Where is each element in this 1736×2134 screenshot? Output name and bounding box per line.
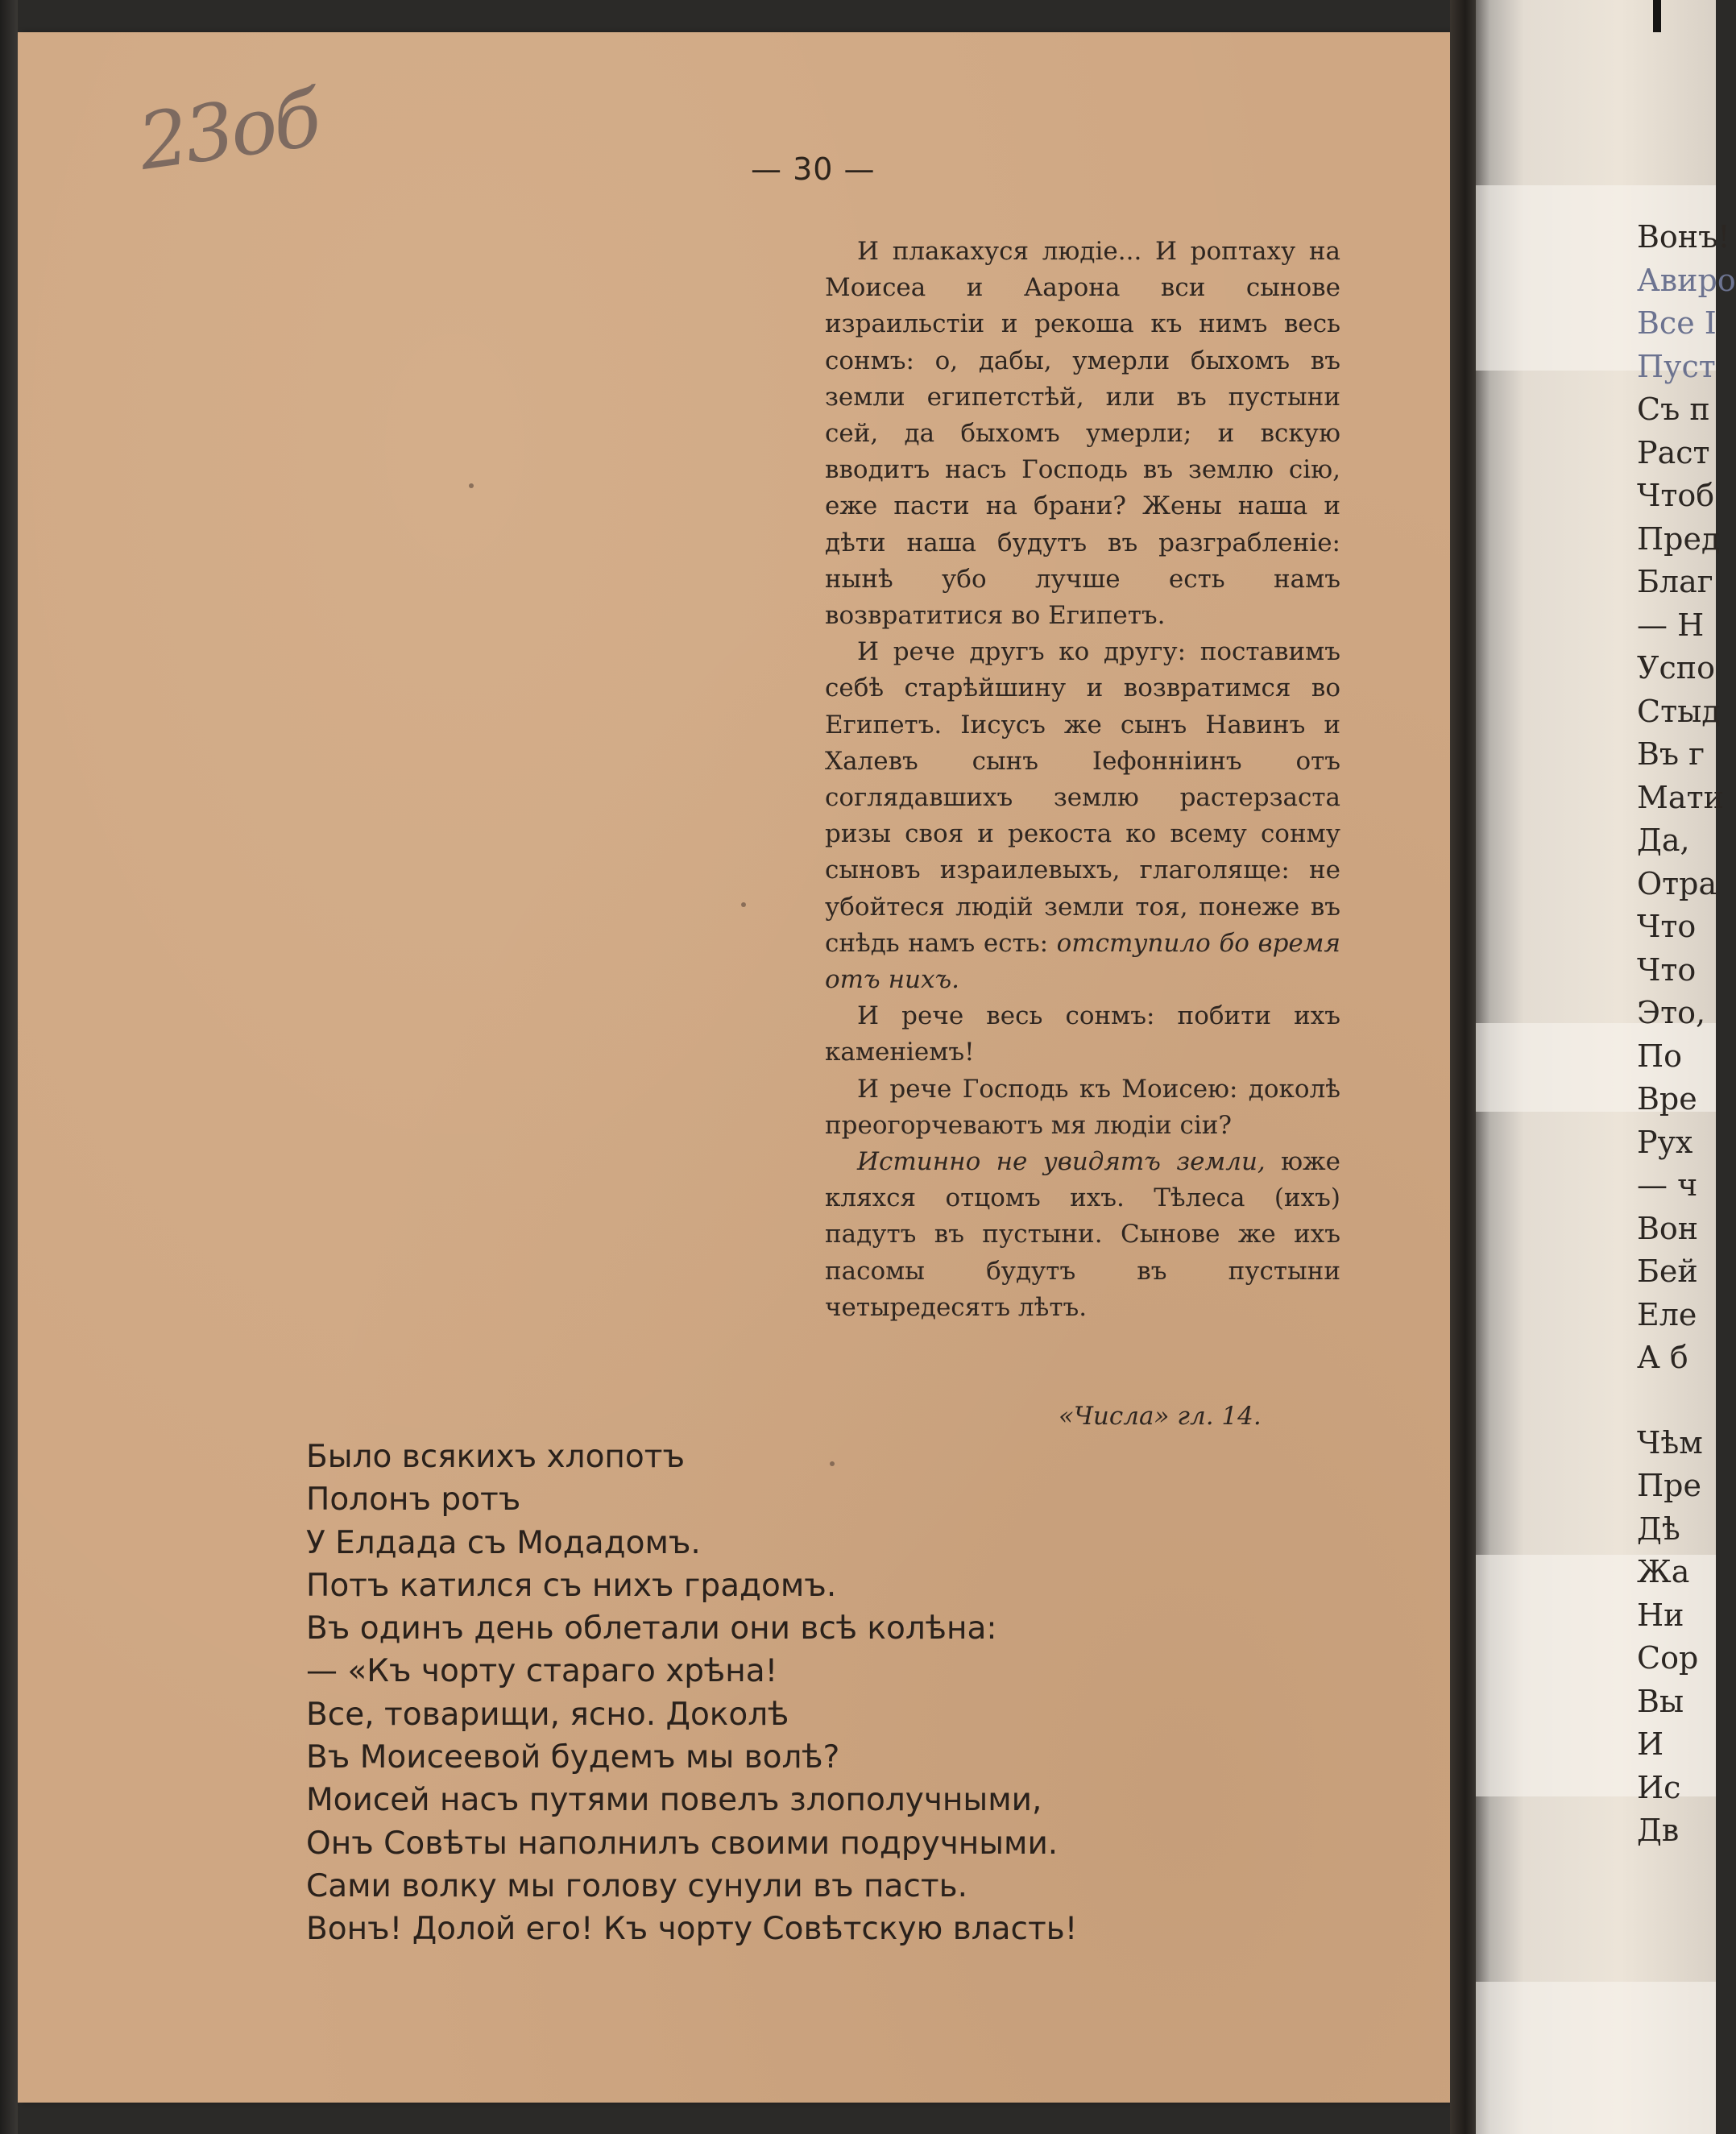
paper-speck [830, 1461, 835, 1466]
tape-strip [1476, 1982, 1716, 2134]
next-page-line: И [1637, 1726, 1664, 1762]
tape-strip [1476, 1555, 1716, 1796]
poem-line: У Елдада съ Модадомъ. [306, 1524, 701, 1561]
next-page-line: Стыд [1637, 693, 1721, 729]
epigraph-paragraph-5 [825, 1144, 1340, 1326]
epigraph-text: И плакахуся людіе... И роптаху на Моисеа и Аарона вси сынове израильстіи и рекоша къ нимъ весь сонмъ: о, дабы, умерли быхомъ въ земли египетстѣй, или въ пустыни сей, да быхомъ умерли; и вскую вводитъ насъ Господь въ землю сію, еже пасти на брани? Жены наша и дѣти наша будутъ въ разграбленіе: нынѣ убо лучше есть намъ возвратитися во Египетъ. [825, 237, 1340, 631]
epigraph-paragraph-4 [825, 1071, 1340, 1144]
epigraph-text: юже кляхся отцомъ ихъ. Тѣлеса (ихъ) падутъ въ пустыни. Сынове же ихъ пасомы будутъ въ пустыни четыредесятъ лѣтъ. [825, 1147, 1340, 1322]
next-page-line: По [1637, 1038, 1683, 1074]
paper-speck [741, 902, 746, 907]
next-page-line: Все І [1637, 305, 1717, 341]
next-page-line: Жа [1637, 1554, 1690, 1589]
paper-speck [469, 483, 474, 488]
epigraph-italic: Истинно не увидятъ земли, [857, 1147, 1266, 1177]
next-page-line: Ис [1637, 1769, 1681, 1805]
next-page-line: Пуст [1637, 348, 1716, 384]
page-gutter [1450, 0, 1477, 2134]
next-page-line: Что [1637, 951, 1697, 988]
next-page-line: Рух [1637, 1124, 1693, 1160]
next-page-line: Вон [1637, 1210, 1699, 1246]
next-page-line: — Н [1637, 607, 1705, 643]
next-page-line: Авиро [1637, 262, 1736, 298]
epigraph-text: И рече весь сонмъ: побити ихъ каменіемъ! [825, 1001, 1340, 1067]
epigraph [825, 234, 1340, 1431]
poem-line: — «Къ чорту стараго хрѣна! [306, 1653, 778, 1690]
poem-line: Онъ Совѣты наполнилъ своими подручными. [306, 1825, 1059, 1862]
next-page-line: Въ г [1637, 736, 1705, 772]
epigraph-text: И рече Господь къ Моисею: доколѣ преогорчеваютъ мя людіи сіи? [825, 1074, 1340, 1140]
next-page-line: Успо [1637, 650, 1715, 686]
poem-line: Въ Моисеевой будемъ мы волѣ? [306, 1739, 840, 1776]
poem-line: Потъ катился съ нихъ градомъ. [306, 1567, 837, 1604]
epigraph-italic: отступило бо время отъ нихъ. [825, 928, 1340, 995]
next-page-line: Пре [1637, 1468, 1701, 1503]
next-page-line: Пред [1637, 520, 1721, 557]
next-page-line: Вре [1637, 1081, 1697, 1117]
next-page-line: Съ п [1637, 392, 1710, 427]
poem [306, 1436, 1077, 1951]
next-page-line: Чѣм [1637, 1424, 1703, 1461]
next-page-line: Чтоб [1637, 478, 1715, 513]
poem-line: Все, товарищи, ясно. Доколѣ [306, 1696, 789, 1733]
next-page-line: Это, [1637, 995, 1706, 1030]
next-page-line: Бей [1637, 1253, 1698, 1289]
next-page-line: Вонъ! [1637, 219, 1730, 255]
next-page-line: Еле [1637, 1296, 1697, 1332]
next-page-line: Благ [1637, 564, 1713, 599]
poem-line: Полонъ ротъ [306, 1481, 521, 1519]
next-page-line: Ни [1637, 1597, 1684, 1633]
next-page-line: Дв [1637, 1813, 1680, 1848]
next-page-line: Да, [1637, 823, 1690, 858]
epigraph-paragraph-3 [825, 998, 1340, 1071]
epigraph-source: «Числа» гл. 14. [1059, 1402, 1262, 1431]
epigraph-paragraph-2 [825, 634, 1340, 998]
next-page-line: Вы [1637, 1683, 1684, 1719]
poem-line: Вонъ! Долой его! Къ чорту Совѣтскую власть! [306, 1911, 1078, 1948]
scan-frame-strip [1653, 0, 1661, 32]
epigraph-paragraph-1 [825, 234, 1340, 634]
document-page [18, 32, 1474, 2103]
poem-line: Сами волку мы голову сунули въ пасть. [306, 1867, 967, 1904]
next-page-line: Что [1637, 909, 1697, 944]
archive-number: 23об [133, 73, 324, 188]
poem-line: Моисей насъ путями повелъ злополучными, [306, 1782, 1042, 1819]
next-page-line: — ч [1637, 1167, 1698, 1203]
next-page-line: Мати [1637, 779, 1724, 815]
page-number: — 30 — [751, 151, 876, 187]
scan-edge-left [0, 0, 18, 2134]
next-page [1476, 0, 1736, 2134]
next-page-line: Раст [1637, 434, 1710, 470]
next-page-line: Дѣ [1637, 1510, 1680, 1547]
next-page-line: Сор [1637, 1640, 1699, 1676]
epigraph-text: И рече другъ ко другу: поставимъ себѣ старѣйшину и возвратимся во Египетъ. Іисусъ же сынъ Навинъ и Халевъ сынъ Іефонніинъ отъ соглядавшихъ землю растерзаста ризы своя и рекоста ко всему сонму сыновъ израилевыхъ, глаголяще: не убойтеся людій земли тоя, понеже въ снѣдь намъ есть: [825, 637, 1340, 958]
next-page-line: Отра [1637, 865, 1717, 901]
next-page-line: А б [1637, 1340, 1688, 1375]
poem-line: Было всякихъ хлопотъ [306, 1439, 686, 1475]
poem-line: Въ одинъ день облетали они всѣ колѣна: [306, 1610, 997, 1647]
